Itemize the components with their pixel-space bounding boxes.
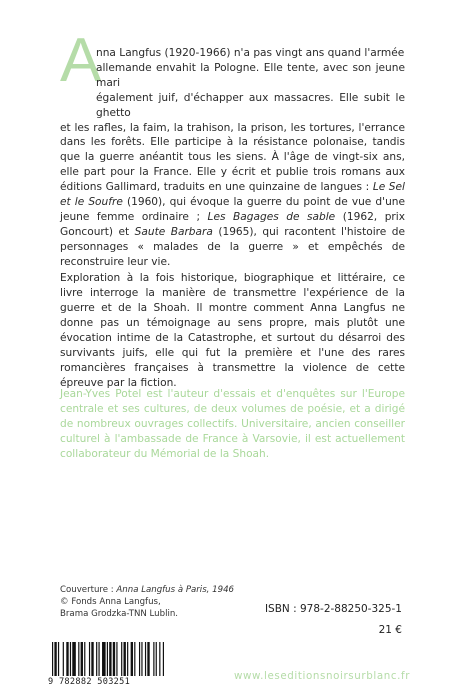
bio-text-b: (1960), qui évoque la guerre du point de vue d'une jeune femme ordinaire ;: [60, 196, 406, 223]
book-title-sel-soufre: Le Sel et le Soufre: [60, 181, 405, 209]
book-summary-paragraph: Exploration à la fois historique, biographique et littéraire, ce livre interroge la manière de transmettre l'expérience de la guerre et de la Shoah. Il montre comment Anna Langfus ne donne pas un témoignage au sens propre, mais plutôt une évocation intime de la Catastrophe, et surtout du désarroi des survivants juifs, elle qui fut la première et l'une des rares romancières françaises à transmettre la violence de cette épreuve par la fiction.: [60, 272, 405, 389]
price-label: 21 €: [378, 624, 402, 636]
bio-text-d: (1965), qui racontent l'histoire de personnages « malades de la guerre » et empêchés de reconstruire leur vie.: [60, 225, 405, 268]
drop-cap-letter: A: [60, 26, 102, 95]
cover-credit-line-1: Couverture : Anna Langfus à Paris, 1946: [60, 585, 235, 595]
book-title-bagages: Les Bagages de sable: [207, 210, 336, 223]
cover-credit: [60, 584, 290, 620]
book-title-saute-barbara: Saute Barbara: [134, 225, 213, 238]
bio-text-a: et les rafles, la faim, la trahison, la prison, les tortures, l'errance dans les forêts. Elle participe à la résistance polonaise, tandis que la guerre anéantit tous les siens. À l'âge de vingt-six ans, elle part pour la France. Elle y écrit et publie trois romans aux éditions Gallimard, traduits en une quinzaine de langues :: [60, 121, 405, 194]
cover-credit-line-3: Brama Grodzka-TNN Lublin.: [60, 609, 179, 619]
bio-line-1: nna Langfus (1920-1966) n'a pas vingt ans quand l'armée: [96, 47, 405, 59]
barcode-icon: [52, 642, 164, 676]
bio-line-3: également juif, d'échapper aux massacres. Elle subit le ghetto: [96, 91, 405, 119]
author-biography-paragraph: [60, 46, 405, 270]
bio-line-2: allemande envahit la Pologne. Elle tente, avec son jeune mari: [96, 61, 405, 89]
barcode-digits: 9 782882 503251: [48, 677, 131, 687]
publisher-website-link[interactable]: www.leseditionsnoirsurblanc.fr: [234, 670, 411, 682]
author-note-paragraph: Jean-Yves Potel est l'auteur d'essais et d'enquêtes sur l'Europe centrale et ses cultures, de deux volumes de poésie, et a dirigé de nombreux ouvrages collectifs. Universitaire, ancien conseiller culturel à l'ambassade de France à Varsovie, il est actuellement collaborateur du Mémorial de la Shoah.: [60, 388, 405, 460]
isbn-number: ISBN : 978-2-88250-325-1: [264, 603, 402, 615]
cover-credit-line-2: © Fonds Anna Langfus,: [60, 597, 161, 607]
bio-text-c: (1962, prix Goncourt) et: [60, 210, 405, 238]
